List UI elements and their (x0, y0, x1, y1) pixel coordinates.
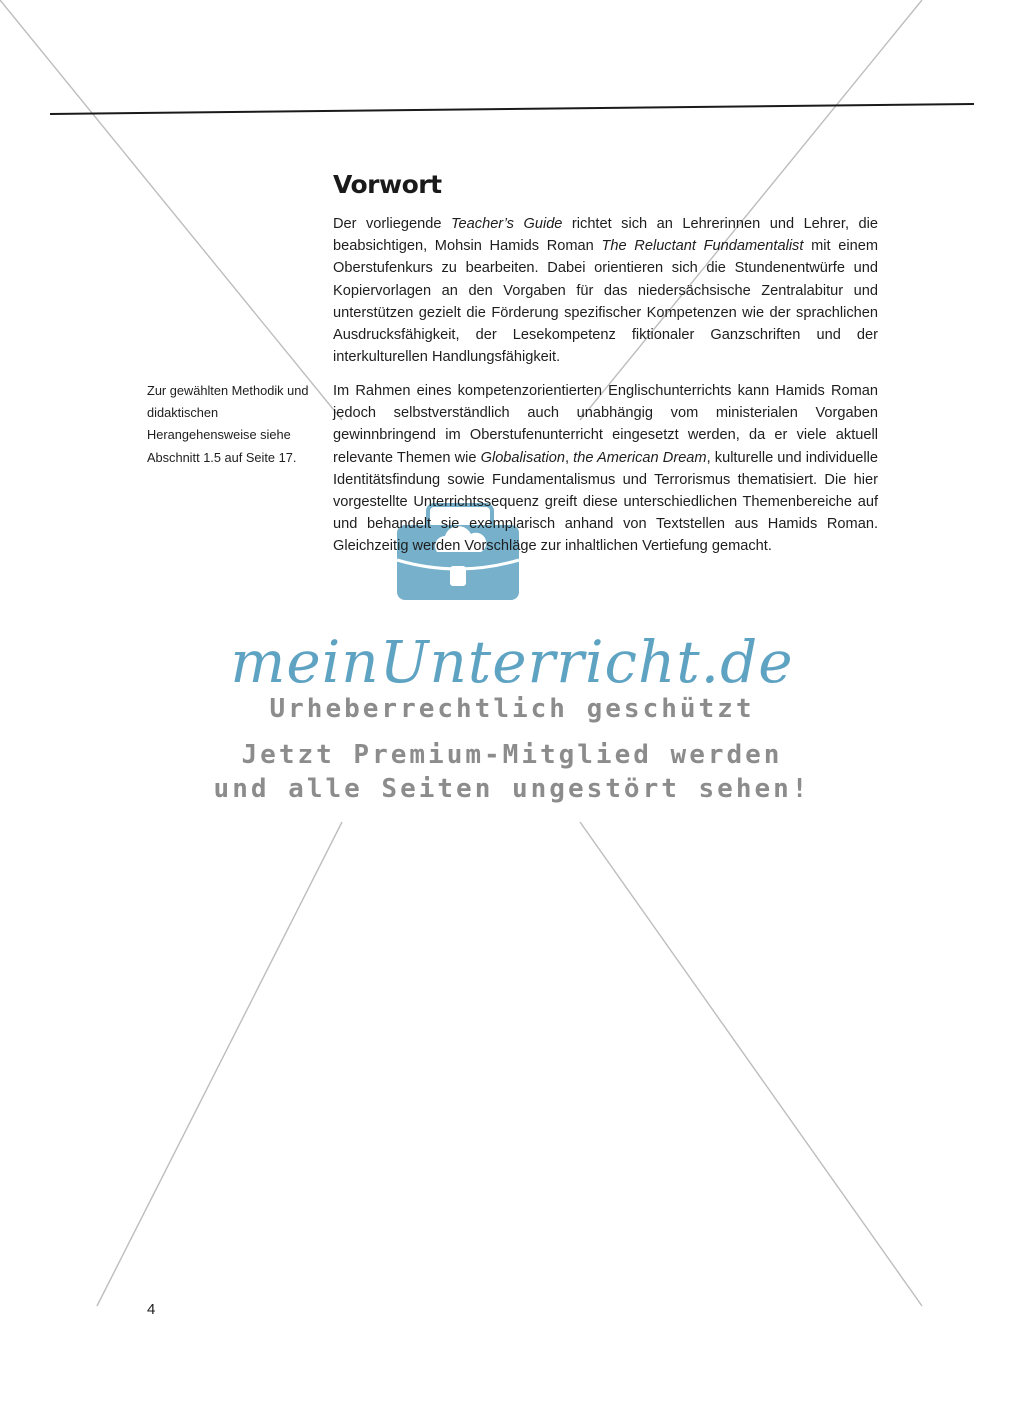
second-segment: , (564, 449, 574, 466)
intro-segment: richtet sich an Lehrerinnen und Lehrer, die beabsichtigen, Mohsin Hamids Roman (333, 216, 878, 255)
second-paragraph (333, 380, 878, 558)
second-segment-italic: the American Dream (573, 449, 707, 466)
watermark-line-bottom-left (97, 822, 342, 1306)
watermark-logo: meinUnterricht.de (230, 628, 794, 696)
watermark-line-top-left (0, 0, 342, 420)
page-number: 4 (147, 1301, 156, 1318)
second-segment-italic: Globalisation (480, 449, 565, 466)
second-segment: , kulturelle und individuelle Identitätsfindung sowie Fundamentalismus und Terrorismus thematisiert. Die hier vorgestellte Unterrichtssequenz greift diese unterschiedlichen Themenbereiche auf und behandelt sie exemplarisch anhand von Textstellen aus Hamids Roman. Gleichzeitig werden Vorschläge zur inhaltlichen Vertiefung gemacht. (333, 449, 878, 555)
header-rule (50, 104, 974, 114)
watermark-copyright: Urheberrechtlich geschützt (269, 694, 755, 724)
intro-segment-italic: Teacher’s Guide (450, 216, 563, 232)
watermark-line-bottom-right (580, 822, 922, 1306)
margin-note: Zur gewählten Methodik und didaktischen Herangehensweise siehe Abschnitt 1.5 auf Seite 17. (147, 383, 309, 465)
watermark-cta-line-1: Jetzt Premium-Mitglied werden (241, 740, 783, 770)
watermark-cta-line-2: und alle Seiten ungestört sehen! (213, 774, 811, 804)
intro-segment: mit einem Oberstufenkurs zu bearbeiten. Dabei orientieren sich die Stundenentwürfe und Kopiervorlagen an den Vorgaben für das niedersächsische Zentralabitur und unterstützen gezielt die Förderung spezifischer Kompetenzen wie der sprachlichen Ausdrucksfähigkeit, der Lesekompetenz fiktionaler Ganzschriften und der interkulturellen Handlungsfähigkeit. (333, 238, 879, 366)
intro-paragraph (333, 213, 878, 368)
intro-segment: Der vorliegende (333, 216, 451, 232)
intro-segment-italic: The Reluctant Fundamentalist (601, 238, 804, 255)
second-segment: Im Rahmen eines kompetenzorientierten Englischunterrichts kann Hamids Roman jedoch selbstverständlich auch unabhängig vom ministerialen Vorgaben gewinnbringend im Oberstufenunterricht eingesetzt werden, da er viele aktuell relevante Themen wie (333, 383, 878, 466)
page-title: Vorwort (333, 170, 442, 199)
